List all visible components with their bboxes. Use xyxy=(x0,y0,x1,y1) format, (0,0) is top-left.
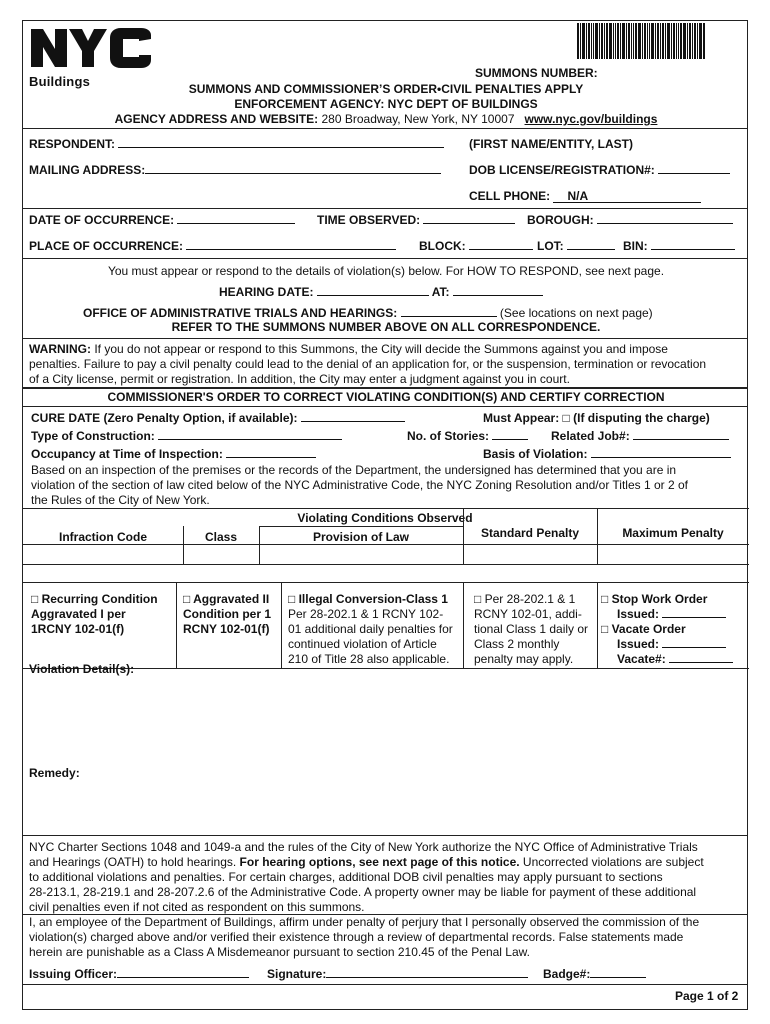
related-job-field xyxy=(551,429,729,443)
page-number: Page 1 of 2 xyxy=(675,989,739,1003)
bin-field xyxy=(623,239,735,253)
badge-label: Badge#: xyxy=(543,967,591,981)
date-of-occurrence-field xyxy=(29,213,295,227)
form-title: SUMMONS AND COMMISSIONER’S ORDER•CIVIL PENALTIES APPLY xyxy=(188,82,584,96)
basis-text-line-3: the Rules of the City of New York. xyxy=(31,493,210,507)
badge-input[interactable] xyxy=(590,967,646,978)
badge-field xyxy=(543,967,646,981)
borough-field xyxy=(527,213,733,227)
affirmation-line-1: I, an employee of the Department of Buildings, affirm under penalty of perjury that I personally observed the commission of the xyxy=(29,915,700,929)
respondent-label: RESPONDENT: xyxy=(29,137,116,151)
commissioner-order-title: COMMISSIONER'S ORDER TO CORRECT VIOLATING CONDITION(S) AND CERTIFY CORRECTION xyxy=(107,390,665,404)
issuing-officer-field xyxy=(29,967,249,981)
nyc-logo-icon xyxy=(29,25,155,69)
hearing-intro: You must appear or respond to the details of violation(s) below. For HOW TO RESPOND, see next page. xyxy=(107,264,665,278)
column-infraction-code: Infraction Code xyxy=(58,530,147,544)
cure-date-label: CURE DATE (Zero Penalty Option, if available): xyxy=(31,411,298,425)
address-label: AGENCY ADDRESS AND WEBSITE: xyxy=(114,112,319,126)
violation-details-area[interactable] xyxy=(29,679,743,763)
basis-input[interactable] xyxy=(591,447,731,458)
oath-hint: (See locations on next page) xyxy=(499,306,653,320)
basis-field xyxy=(483,447,731,461)
construction-type-input[interactable] xyxy=(158,429,342,440)
charter-notice xyxy=(29,840,745,915)
violations-table xyxy=(23,508,749,668)
affirmation-line-2: violation(s) charged above and/or verified their existence through a review of departmental records. False statements made xyxy=(29,930,684,944)
column-standard-penalty: Standard Penalty xyxy=(480,526,580,540)
recurring-condition-option[interactable]: □ Recurring Condition Aggravated I per 1RCNY 102-01(f) xyxy=(31,592,158,636)
respondent-field xyxy=(29,137,444,151)
cell-phone-label: CELL PHONE: xyxy=(469,189,551,203)
violation-details-label: Violation Detail(s): xyxy=(29,662,135,676)
warning-line-2: penalties. Failure to pay a civil penalty could lead to the denial of an application for, or the suspension, termination or revocation xyxy=(29,357,707,371)
cure-date-input[interactable] xyxy=(301,411,405,422)
charter-line-2a: and Hearings (OATH) to hold hearings. xyxy=(29,855,240,869)
warning-line-3: of a City license, permit or registration. In addition, the City may enter a judgment against you in court. xyxy=(29,372,570,386)
name-hint: (FIRST NAME/ENTITY, LAST) xyxy=(469,137,633,151)
warning-label: WARNING: xyxy=(29,342,91,356)
block-field xyxy=(419,239,533,253)
stop-work-vacate-options[interactable]: □ Stop Work Order Issued: □ Vacate Order Issued: Vacate#: xyxy=(601,592,747,667)
lot-input[interactable] xyxy=(567,239,615,250)
basis-label: Basis of Violation: xyxy=(483,447,588,461)
summons-form xyxy=(22,20,748,1010)
charter-line-5: civil penalties even if not cited as respondent on this summons. xyxy=(29,900,365,914)
affirmation-line-3: herein are punishable as a Class A Misdemeanor pursuant to section 210.45 of the Penal Law. xyxy=(29,945,530,959)
cell-phone-input[interactable]: N/A xyxy=(553,189,701,203)
issuing-officer-input[interactable] xyxy=(117,967,249,978)
borough-label: BOROUGH: xyxy=(527,213,594,227)
mailing-address-input[interactable] xyxy=(145,163,441,174)
date-of-occurrence-input[interactable] xyxy=(177,213,295,224)
occupancy-input[interactable] xyxy=(226,447,316,458)
basis-text-line-1: Based on an inspection of the premises or the records of the Department, the undersigned has determined that you are in xyxy=(31,463,677,477)
address-value: 280 Broadway, New York, NY 10007 xyxy=(321,112,515,126)
bin-label: BIN: xyxy=(623,239,648,253)
time-observed-field xyxy=(317,213,515,227)
cell-phone-field xyxy=(469,189,701,203)
dob-license-field xyxy=(469,163,730,177)
refer-notice: REFER TO THE SUMMONS NUMBER ABOVE ON ALL CORRESPONDENCE. xyxy=(171,320,601,334)
construction-type-field xyxy=(31,429,342,443)
date-of-occurrence-label: DATE OF OCCURRENCE: xyxy=(29,213,175,227)
hearing-time-input[interactable] xyxy=(453,285,543,296)
time-observed-input[interactable] xyxy=(423,213,515,224)
must-appear-checkbox[interactable]: Must Appear: □ (If disputing the charge) xyxy=(483,411,710,425)
column-provision-of-law: Provision of Law xyxy=(312,530,409,544)
website-link[interactable]: www.nyc.gov/buildings xyxy=(524,112,658,126)
bin-input[interactable] xyxy=(651,239,735,250)
vacate-number-input[interactable] xyxy=(669,652,733,663)
respondent-input[interactable] xyxy=(118,137,444,148)
construction-type-label: Type of Construction: xyxy=(31,429,155,443)
vacate-issued-input[interactable] xyxy=(662,637,726,648)
remedy-label: Remedy: xyxy=(29,766,80,780)
barcode xyxy=(577,23,706,59)
remedy-area[interactable] xyxy=(29,783,743,833)
block-label: BLOCK: xyxy=(419,239,466,253)
charter-line-3: to additional violations and penalties. For certain charges, additional DOB civil penalties may apply pursuant to sections xyxy=(29,870,663,884)
stories-label: No. of Stories: xyxy=(407,429,490,443)
group-header-rule xyxy=(259,526,463,527)
related-job-input[interactable] xyxy=(633,429,729,440)
column-maximum-penalty: Maximum Penalty xyxy=(622,526,724,540)
oath-label: OFFICE OF ADMINISTRATIVE TRIALS AND HEARINGS: xyxy=(83,306,398,320)
signature-field xyxy=(267,967,528,981)
nyc-buildings-logo xyxy=(29,25,155,89)
stories-input[interactable] xyxy=(492,429,528,440)
lot-label: LOT: xyxy=(537,239,564,253)
aggravated-ii-option[interactable]: □ Aggravated II Condition per 1 RCNY 102-01(f) xyxy=(183,592,271,636)
hearing-date-input[interactable] xyxy=(317,285,429,296)
occupancy-label: Occupancy at Time of Inspection: xyxy=(31,447,223,461)
borough-input[interactable] xyxy=(597,213,733,224)
place-of-occurrence-input[interactable] xyxy=(186,239,396,250)
warning-text xyxy=(29,342,745,387)
hearing-time-label: AT: xyxy=(431,285,450,299)
stories-field xyxy=(407,429,528,443)
mailing-address-label: MAILING ADDRESS: xyxy=(29,163,146,177)
oath-input[interactable] xyxy=(401,306,497,317)
column-class: Class xyxy=(204,530,238,544)
place-of-occurrence-field xyxy=(29,239,396,253)
hearing-date-label: HEARING DATE: xyxy=(219,285,314,299)
charter-line-2c: Uncorrected violations are subject xyxy=(519,855,704,869)
stop-work-order-checkbox[interactable]: □ Stop Work Order xyxy=(601,592,708,606)
place-of-occurrence-label: PLACE OF OCCURRENCE: xyxy=(29,239,184,253)
signature-input[interactable] xyxy=(326,967,528,978)
hearing-options-note: For hearing options, see next page of this notice. xyxy=(239,855,520,869)
issuing-officer-label: Issuing Officer: xyxy=(29,967,118,981)
hearing-date-field xyxy=(219,285,543,299)
affirmation xyxy=(29,915,745,960)
lot-field xyxy=(537,239,615,253)
signature-label: Signature: xyxy=(267,967,327,981)
warning-line-1: If you do not appear or respond to this Summons, the City will decide the Summons against you and impose xyxy=(91,342,668,356)
basis-text xyxy=(31,463,745,508)
oath-field xyxy=(83,306,653,320)
charter-line-1: NYC Charter Sections 1048 and 1049-a and the rules of the City of New York authorize the NYC Office of Administrative Trials xyxy=(29,840,698,854)
buildings-label: Buildings xyxy=(29,74,91,89)
cure-date-field xyxy=(31,411,405,425)
violating-conditions-header: Violating Conditions Observed xyxy=(297,511,473,525)
charter-line-4: 28-213.1, 28-219.1 and 28-207.2.6 of the Administrative Code. A property owner may be liable for payment of these additional xyxy=(29,885,697,899)
time-observed-label: TIME OBSERVED: xyxy=(317,213,421,227)
basis-text-line-2: violation of the section of law cited below of the NYC Administrative Code, the NYC Zoning Resolution and/or Titles 1 or 2 of xyxy=(31,478,689,492)
dob-license-label: DOB LICENSE/REGISTRATION#: xyxy=(469,163,655,177)
mailing-address-field xyxy=(29,163,441,177)
stop-work-issued-input[interactable] xyxy=(662,607,726,618)
summons-number-label: SUMMONS NUMBER: xyxy=(475,66,598,80)
occupancy-field xyxy=(31,447,316,461)
agency-address xyxy=(23,112,749,126)
standard-penalty-option[interactable]: □ Per 28-202.1 & 1 RCNY 102-01, addi- tional Class 1 daily or Class 2 monthly penalty may apply. xyxy=(474,592,589,666)
illegal-conversion-option[interactable]: □ Illegal Conversion-Class 1 Per 28-202.1 & 1 RCNY 102- 01 additional daily penalties for continued violation of Article 210 of Title 28 also applicable. xyxy=(288,592,453,666)
dob-license-input[interactable] xyxy=(658,163,730,174)
vacate-order-checkbox[interactable]: □ Vacate Order xyxy=(601,622,686,636)
block-input[interactable] xyxy=(469,239,533,250)
enforcement-agency: ENFORCEMENT AGENCY: NYC DEPT OF BUILDINGS xyxy=(234,97,538,111)
related-job-label: Related Job#: xyxy=(551,429,630,443)
